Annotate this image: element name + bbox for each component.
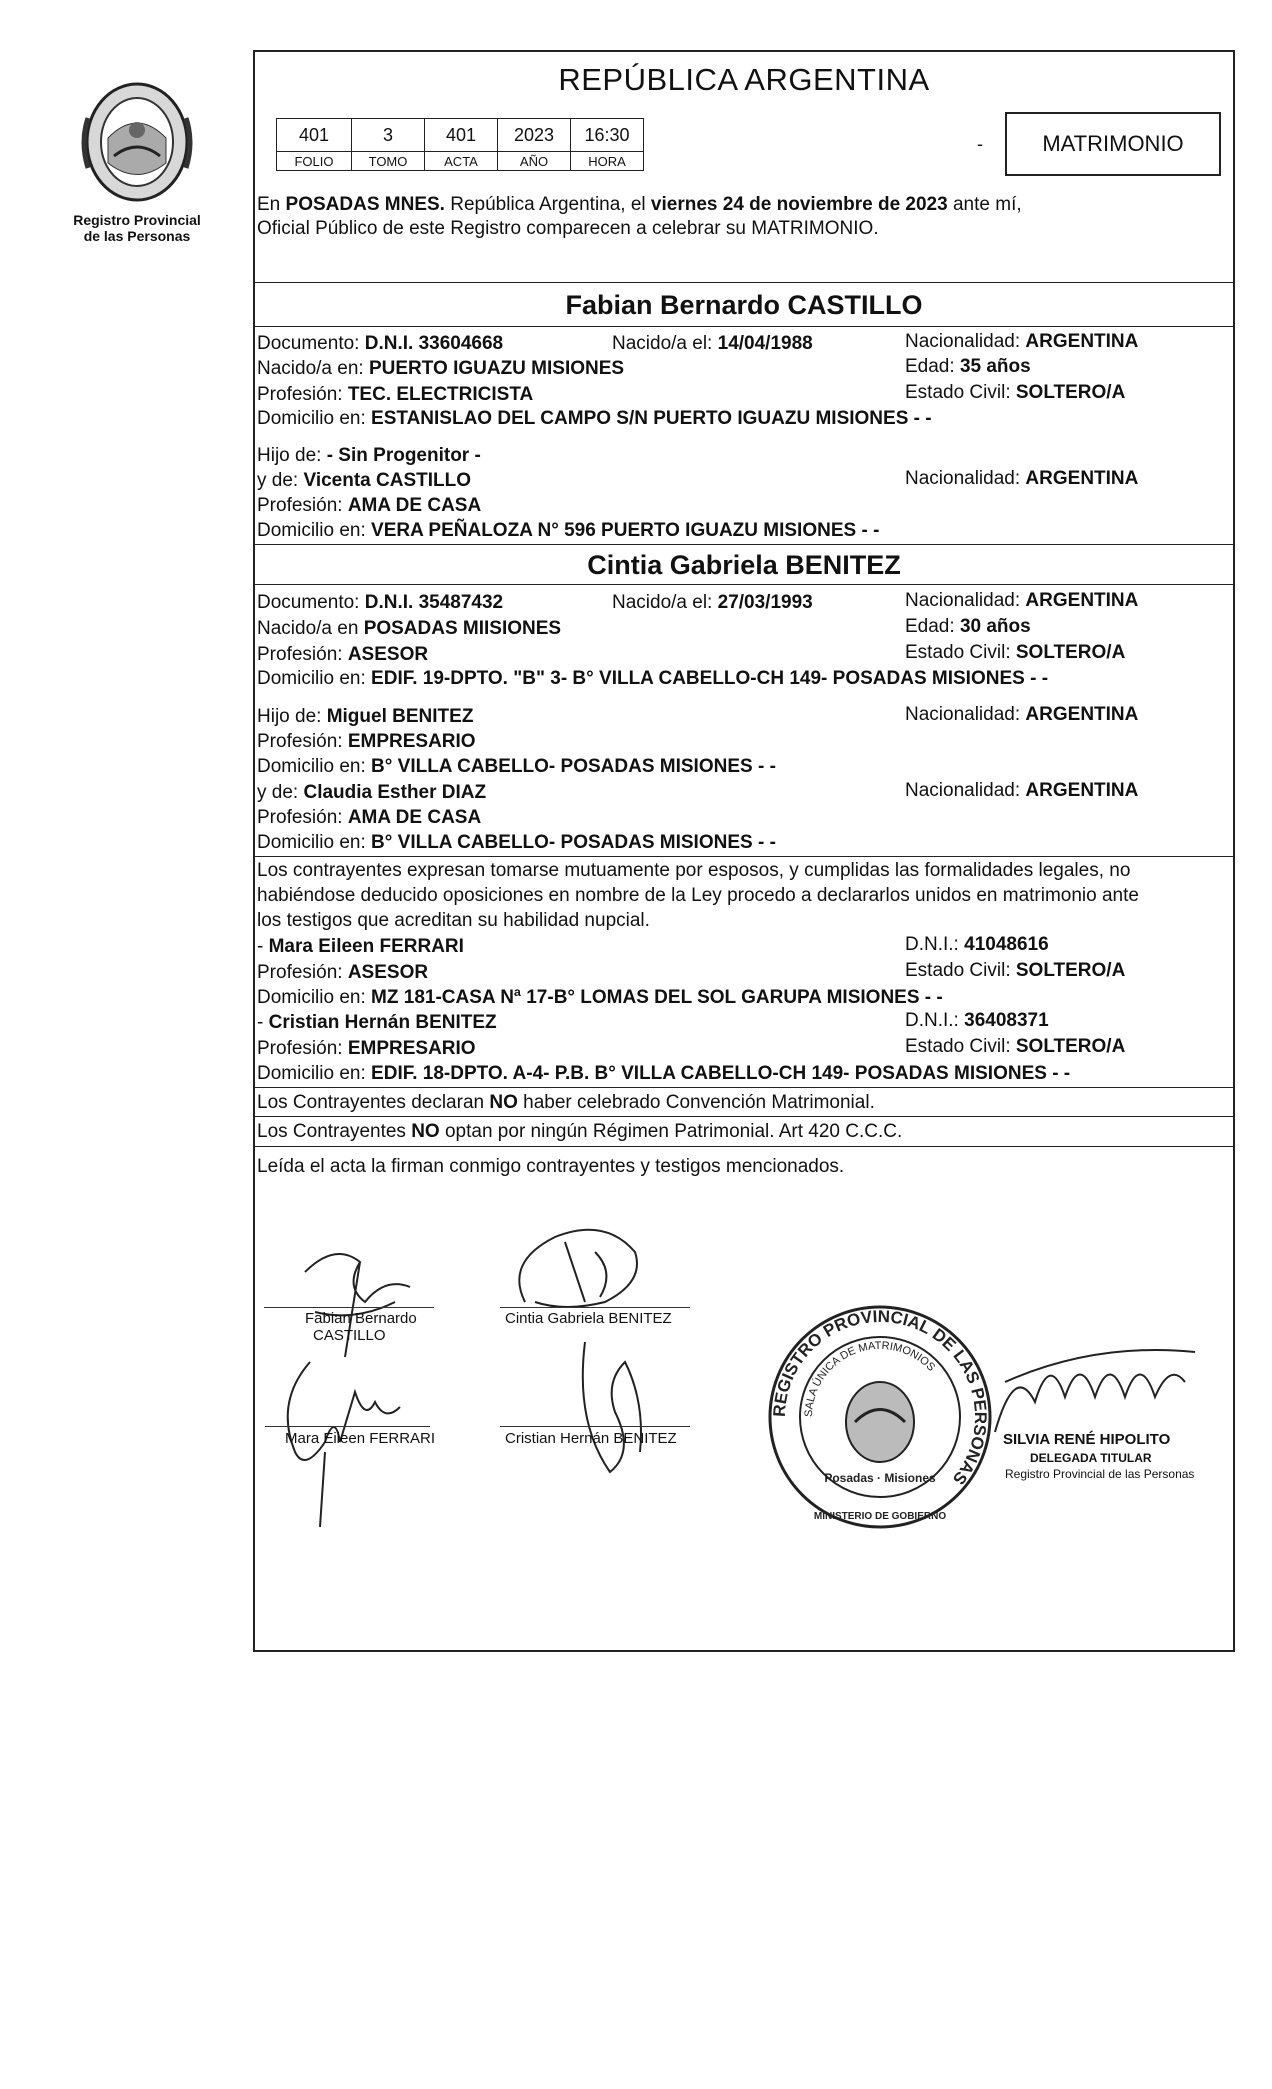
intro-line-1 (257, 194, 1022, 216)
value: EMPRESARIO (347, 731, 476, 752)
page-title: REPÚBLICA ARGENTINA (558, 62, 930, 97)
official-org: Registro Provincial de las Personas (1005, 1467, 1195, 1481)
divider (255, 544, 1233, 545)
divider (255, 282, 1233, 283)
label: Profesión: (257, 807, 348, 828)
value: AMA DE CASA (347, 807, 482, 828)
label: Nacionalidad: (905, 331, 1026, 352)
value: Cristian Hernán BENITEZ (268, 1012, 497, 1033)
value: 35 años (959, 356, 1031, 377)
value: ESTANISLAO DEL CAMPO S/N PUERTO IGUAZU MISIONES - - (371, 408, 932, 429)
bride-signature-caption: Cintia Gabriela BENITEZ (505, 1310, 672, 1327)
value: ARGENTINA (1025, 590, 1139, 611)
logo-caption-line2: de las Personas (83, 228, 191, 244)
value: VERA PEÑALOZA N° 596 PUERTO IGUAZU MISIONES - - (371, 520, 880, 541)
label: Profesión: (257, 495, 348, 516)
value: 27/03/1993 (717, 592, 813, 613)
divider (255, 1116, 1233, 1117)
label: Hijo de: (257, 445, 327, 466)
value: ARGENTINA (1025, 704, 1139, 725)
frame-bottom-border (253, 1650, 1233, 1652)
groom-nationality (905, 331, 1138, 353)
label: D.N.I.: (905, 1010, 965, 1031)
bride-age (905, 616, 1031, 638)
doc-type-box: MATRIMONIO (1005, 112, 1221, 176)
intro-city: POSADAS MNES. (285, 194, 445, 215)
groom-document (257, 333, 503, 355)
value: SOLTERO/A (1015, 642, 1126, 663)
label: Profesión: (257, 962, 348, 983)
bride-profession (257, 644, 428, 666)
groom-civil-status (905, 382, 1125, 404)
registry-logo (62, 78, 212, 244)
groom-name: Fabian Bernardo CASTILLO (565, 290, 923, 320)
witness1-profession (257, 962, 428, 984)
value: Vicenta CASTILLO (303, 470, 471, 491)
tomo-label: TOMO (352, 152, 425, 171)
witness1-name (257, 936, 464, 958)
bride-address (257, 668, 1048, 690)
text: haber celebrado Convención Matrimonial. (517, 1092, 875, 1113)
value: EMPRESARIO (347, 1038, 476, 1059)
intro-text: En (257, 194, 286, 215)
official-name: SILVIA RENÉ HIPOLITO (1003, 1431, 1171, 1448)
declaration-line-2: habiéndose deducido oposiciones en nombre de la Ley procedo a declararlos unidos en matrimonio ante (257, 885, 1139, 906)
emphasis: NO (411, 1121, 440, 1142)
groom-birthplace (257, 358, 624, 380)
declaration-line-3: los testigos que acreditan su habilidad nupcial. (257, 910, 650, 931)
value: B° VILLA CABELLO- POSADAS MISIONES - - (371, 832, 776, 853)
signature-line (500, 1426, 690, 1427)
label: Domicilio en: (257, 1063, 372, 1084)
text: Los Contrayentes (257, 1121, 412, 1142)
hora-label: HORA (571, 152, 644, 171)
label: Nacionalidad: (905, 704, 1026, 725)
label: Nacido/a en (257, 618, 364, 639)
intro-date: viernes 24 de noviembre de 2023 (650, 194, 948, 215)
bride-document (257, 592, 503, 614)
text: optan por ningún Régimen Patrimonial. Art 420 C.C.C. (439, 1121, 903, 1142)
signature-line (264, 1307, 434, 1308)
value: EDIF. 18-DPTO. A-4- P.B. B° VILLA CABELLO-CH 149- POSADAS MISIONES - - (371, 1063, 1071, 1084)
groom-birthdate (612, 333, 813, 355)
witness2-address (257, 1063, 1070, 1085)
intro-line-2: Oficial Público de este Registro comparecen a celebrar su MATRIMONIO. (257, 218, 879, 239)
label: Domicilio en: (257, 987, 372, 1008)
value: - Sin Progenitor - (326, 445, 481, 466)
dash-mark: - (977, 134, 983, 154)
groom-profession (257, 384, 533, 406)
seal-city-text: Posadas · Misiones (824, 1471, 936, 1485)
value: D.N.I. 33604668 (364, 333, 504, 354)
hora-value: 16:30 (571, 119, 644, 152)
value: SOLTERO/A (1015, 1036, 1126, 1057)
caption-line: Fabian Bernardo (305, 1310, 417, 1327)
label: Documento: (257, 592, 365, 613)
value: Mara Eileen FERRARI (268, 936, 464, 957)
value: POSADAS MIISIONES (363, 618, 562, 639)
label: Estado Civil: (905, 642, 1016, 663)
regime-line-1 (257, 1092, 875, 1114)
value: ASESOR (347, 962, 429, 983)
witness2-dni (905, 1010, 1049, 1032)
value: D.N.I. 35487432 (364, 592, 504, 613)
acta-value: 401 (425, 119, 498, 152)
prefix: - (257, 1012, 269, 1033)
acta-label: ACTA (425, 152, 498, 171)
record-codes-table (276, 118, 644, 171)
emphasis: NO (489, 1092, 518, 1113)
label: Profesión: (257, 731, 348, 752)
official-seal-stamp (760, 1297, 1000, 1537)
official-role: DELEGADA TITULAR (1030, 1451, 1152, 1465)
value: MZ 181-CASA Nª 17-B° LOMAS DEL SOL GARUPA MISIONES - - (371, 987, 943, 1008)
label: Nacido/a el: (612, 592, 718, 613)
bride-civil-status (905, 642, 1125, 664)
bride-mother-address (257, 832, 776, 854)
regime-line-2 (257, 1121, 902, 1143)
witness1-dni (905, 934, 1049, 956)
declaration-line-1: Los contrayentes expresan tomarse mutuamente por esposos, y cumplidas las formalidades legales, no (257, 860, 1131, 881)
witness1-signature-caption: Mara Eileen FERRARI (285, 1430, 436, 1447)
signature-line (265, 1426, 430, 1427)
value: ARGENTINA (1025, 331, 1139, 352)
label: Documento: (257, 333, 365, 354)
label: Estado Civil: (905, 1036, 1016, 1057)
marriage-certificate (253, 50, 1235, 1652)
label: Edad: (905, 616, 960, 637)
label: Nacionalidad: (905, 468, 1026, 489)
logo-caption-line1: Registro Provincial (73, 212, 201, 228)
label: Domicilio en: (257, 520, 372, 541)
label: Estado Civil: (905, 960, 1016, 981)
label: y de: (257, 470, 304, 491)
bride-nationality (905, 590, 1138, 612)
label: Domicilio en: (257, 756, 372, 777)
value: Miguel BENITEZ (326, 706, 474, 727)
value: ASESOR (347, 644, 429, 665)
label: Profesión: (257, 1038, 348, 1059)
bride-name: Cintia Gabriela BENITEZ (587, 550, 901, 580)
groom-mother-profession (257, 495, 481, 517)
ano-label: AÑO (498, 152, 571, 171)
divider (255, 1146, 1233, 1147)
label: Nacido/a el: (612, 333, 718, 354)
label: Profesión: (257, 644, 348, 665)
label: Estado Civil: (905, 382, 1016, 403)
label: Nacido/a en: (257, 358, 369, 379)
label: Nacionalidad: (905, 590, 1026, 611)
logo-caption (62, 212, 212, 244)
label: Domicilio en: (257, 832, 372, 853)
value: EDIF. 19-DPTO. "B" 3- B° VILLA CABELLO-CH 149- POSADAS MISIONES - - (371, 668, 1049, 689)
seal-bottom-text: MINISTERIO DE GOBIERNO (813, 1511, 947, 1522)
witness2-civil-status (905, 1036, 1125, 1058)
groom-mother-nationality (905, 468, 1138, 490)
witness2-name (257, 1012, 497, 1034)
label: Nacionalidad: (905, 780, 1026, 801)
divider (255, 856, 1233, 857)
seal-ring-textpath: REGISTRO PROVINCIAL DE LAS PERSONAS (769, 1306, 991, 1489)
witness1-address (257, 987, 943, 1009)
bride-father (257, 706, 473, 728)
intro-text: ante mí, (947, 194, 1022, 215)
value: SOLTERO/A (1015, 960, 1126, 981)
divider (255, 584, 1233, 585)
folio-value: 401 (277, 119, 352, 152)
value: ARGENTINA (1025, 468, 1139, 489)
groom-age (905, 356, 1031, 378)
label: Hijo de: (257, 706, 327, 727)
value: 30 años (959, 616, 1031, 637)
groom-mother (257, 470, 471, 492)
groom-father (257, 445, 481, 467)
caption-line: CASTILLO (313, 1327, 386, 1344)
value: 41048616 (964, 934, 1049, 955)
value: 14/04/1988 (717, 333, 813, 354)
value: TEC. ELECTRICISTA (347, 384, 534, 405)
label: Domicilio en: (257, 668, 372, 689)
closing-text: Leída el acta la firman conmigo contrayentes y testigos mencionados. (257, 1156, 845, 1177)
value: ARGENTINA (1025, 780, 1139, 801)
divider (255, 1087, 1233, 1088)
bride-father-address (257, 756, 776, 778)
tomo-value: 3 (352, 119, 425, 152)
label: Profesión: (257, 384, 348, 405)
label: Domicilio en: (257, 408, 372, 429)
value: Claudia Esther DIAZ (303, 782, 487, 803)
value: SOLTERO/A (1015, 382, 1126, 403)
value: PUERTO IGUAZU MISIONES (368, 358, 625, 379)
seal-inner-textpath: SALA ÚNICA DE MATRIMONIOS (802, 1339, 938, 1418)
witness2-signature-caption: Cristian Hernán BENITEZ (505, 1430, 677, 1447)
ano-value: 2023 (498, 119, 571, 152)
text: Los Contrayentes declaran (257, 1092, 490, 1113)
value: 36408371 (964, 1010, 1049, 1031)
bride-mother (257, 782, 486, 804)
groom-address (257, 408, 932, 430)
witness2-signature (555, 1302, 715, 1502)
bride-birthplace (257, 618, 561, 640)
divider (255, 326, 1233, 327)
bride-mother-nationality (905, 780, 1138, 802)
prefix: - (257, 936, 269, 957)
label: D.N.I.: (905, 934, 965, 955)
folio-label: FOLIO (277, 152, 352, 171)
bride-mother-profession (257, 807, 481, 829)
coat-of-arms-icon (78, 78, 196, 208)
bride-birthdate (612, 592, 813, 614)
groom-mother-address (257, 520, 879, 542)
bride-father-profession (257, 731, 476, 753)
witness1-civil-status (905, 960, 1125, 982)
label: y de: (257, 782, 304, 803)
witness2-profession (257, 1038, 476, 1060)
intro-text: República Argentina, el (444, 194, 651, 215)
value: B° VILLA CABELLO- POSADAS MISIONES - - (371, 756, 776, 777)
value: AMA DE CASA (347, 495, 482, 516)
bride-father-nationality (905, 704, 1138, 726)
label: Edad: (905, 356, 960, 377)
